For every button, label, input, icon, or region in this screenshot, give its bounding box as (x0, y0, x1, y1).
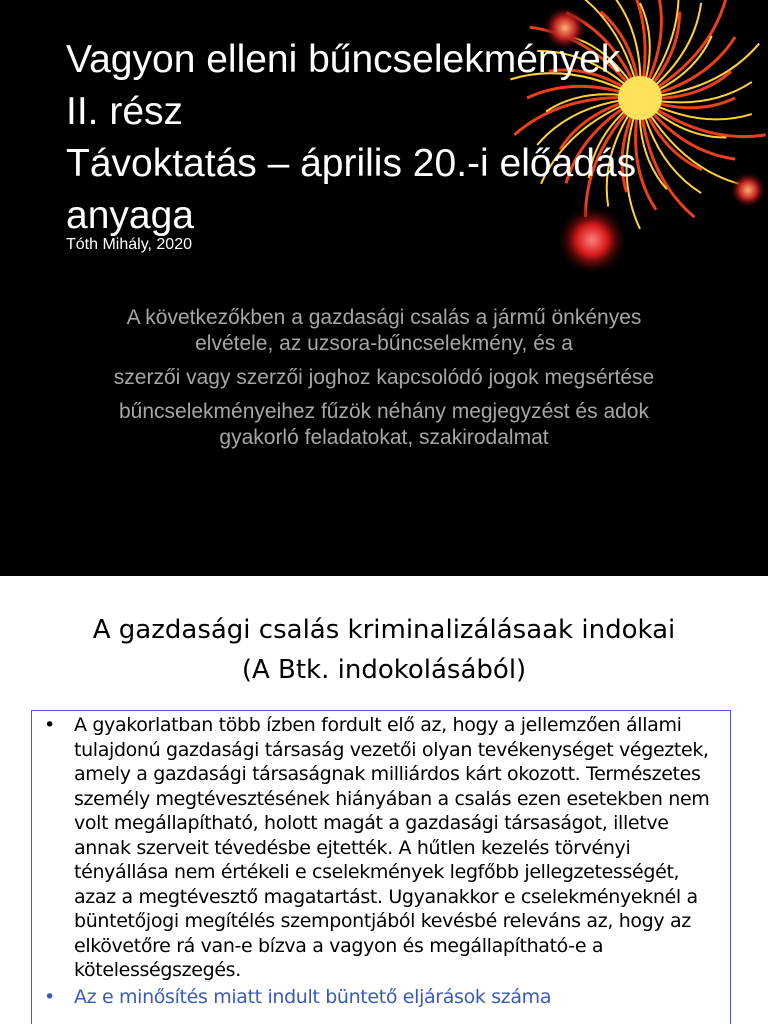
title-line: Távoktatás – április 20.-i előadás (66, 142, 637, 185)
slide-title-text (66, 34, 746, 242)
slide2-title-line: A gazdasági csalás kriminalizálásaak indokai (92, 615, 676, 645)
bullet-icon: • (44, 985, 55, 1008)
intro-paragraph: bűncselekményeihez fűzök néhány megjegyzést és adok gyakorló feladatokat, szakirodalmat (119, 400, 649, 449)
title-line: Vagyon elleni bűncselekmények (66, 38, 621, 81)
bullet-list (32, 711, 730, 1009)
author-line: Tóth Mihály, 2020 (66, 236, 192, 253)
slide-content (0, 576, 768, 1024)
slide2-title (20, 610, 748, 690)
content-box (31, 710, 731, 1024)
intro-paragraph: A következőkben a gazdasági csalás a jármű önkényes elvétele, az uzsora-bűncselekmény, és a (126, 306, 642, 355)
bullet-item (32, 711, 730, 983)
bullet-text: A gyakorlatban több ízben fordult elő az, hogy a jellemzően állami tulajdonú gazdasági társaság vezetői olyan tevékenységet végeztek, amely a gazdasági társaságnak milliárdos kárt okozott. Természetes személy megtévesztésének hiányában a csalás ezen esetekben nem volt megállapítható, holott magát a gazdasági társaságot, illetve annak szerveit tévedésbe ejtették. A hűtlen kezelés törvényi tényállása nem értékeli e cselekmények legfőbb jellegzetességét, azaz a megtévesztő magatartást. Ugyanakkor e cselekményeknél a büntetőjogi megítélés szempontjából kevésbé releváns az, hogy az elkövetőre rá van-e bízva a vagyon és megállapítható-e a kötelességszegés. (74, 714, 710, 981)
title-line: II. rész (66, 90, 184, 133)
intro-paragraph: szerzői vagy szerzői joghoz kapcsolódó jogok megsértése (113, 366, 655, 389)
intro-text (100, 305, 668, 459)
bullet-item (32, 983, 730, 1010)
bullet-text: Az e minősítés miatt indult büntető eljárások száma (74, 985, 552, 1008)
title-line: anyaga (66, 194, 194, 237)
bullet-icon: • (44, 714, 55, 736)
slide2-title-line: (A Btk. indokolásából) (241, 655, 527, 685)
